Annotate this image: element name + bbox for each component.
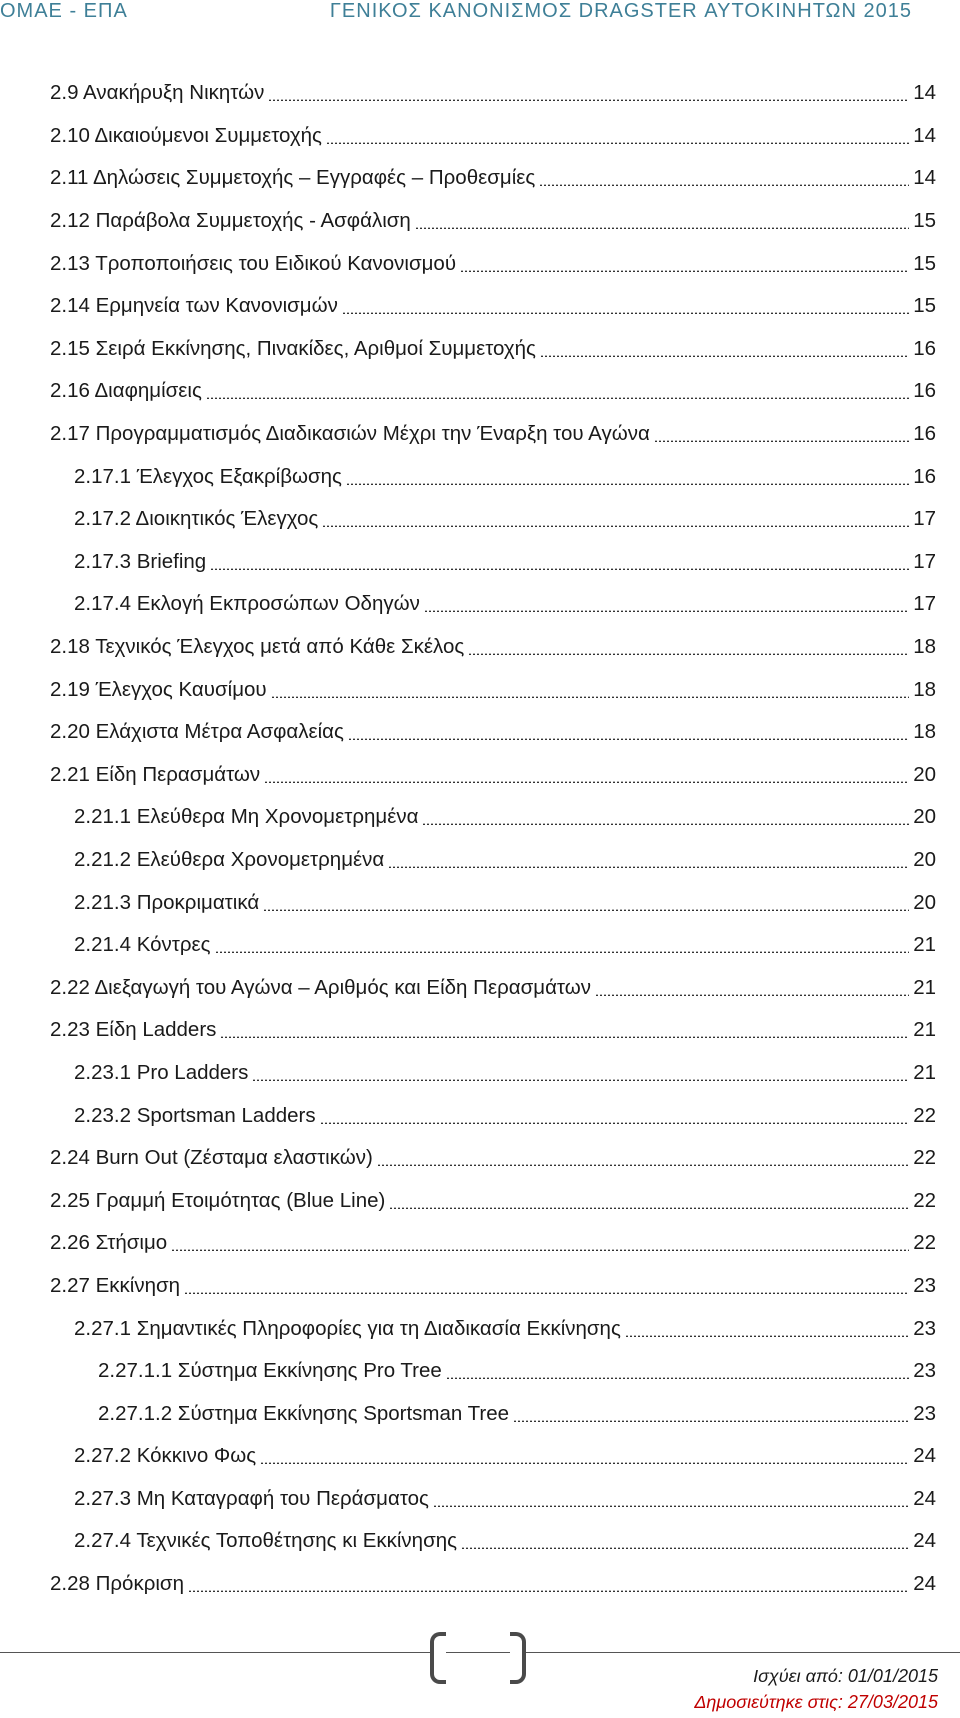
toc-entry-title[interactable]: 2.20 Ελάχιστα Μέτρα Ασφαλείας [50,720,344,744]
toc-entry[interactable] [50,1392,936,1435]
toc-entry[interactable] [50,1265,936,1308]
toc-entry-page-number[interactable]: 16 [913,379,936,403]
toc-entry[interactable] [50,455,936,498]
dot-leader [539,184,909,186]
toc-entry-page-number[interactable]: 17 [913,592,936,616]
toc-entry-page-number[interactable]: 14 [913,166,936,190]
dot-leader [271,696,910,698]
dot-leader [252,1079,909,1081]
toc-entry-title[interactable]: 2.16 Διαφημίσεις [50,379,202,403]
toc-entry-title[interactable]: 2.21 Είδη Περασμάτων [50,762,261,786]
toc-entry-page-number[interactable]: 20 [913,890,936,914]
toc-entry-title[interactable]: 2.27.1.2 Σύστημα Εκκίνησης Sportsman Tree [98,1401,510,1425]
toc-entry[interactable] [50,498,936,541]
table-of-contents [50,72,936,1605]
toc-entry[interactable] [50,1520,936,1563]
toc-entry-title[interactable]: 2.13 Τροποποιήσεις του Ειδικού Κανονισμού [50,251,457,275]
toc-entry-title[interactable]: 2.21.1 Ελεύθερα Μη Χρονομετρημένα [74,805,419,829]
toc-entry[interactable] [50,72,936,115]
toc-entry[interactable] [50,583,936,626]
dot-leader [595,994,909,996]
toc-entry[interactable] [50,242,936,285]
toc-entry-page-number[interactable]: 24 [913,1572,936,1596]
toc-entry-title[interactable]: 2.21.3 Προκριματικά [74,890,260,914]
toc-entry-title[interactable]: 2.23.2 Sportsman Ladders [74,1103,316,1127]
toc-entry-title[interactable]: 2.23 Είδη Ladders [50,1018,217,1042]
toc-entry-page-number[interactable]: 17 [913,507,936,531]
toc-entry-page-number[interactable]: 21 [913,975,936,999]
toc-entry[interactable] [50,1009,936,1052]
dot-leader [215,951,910,953]
toc-entry-title[interactable]: 2.27.2 Κόκκινο Φως [74,1444,257,1468]
dot-leader [348,738,909,740]
toc-entry[interactable] [50,796,936,839]
dot-leader [184,1292,909,1294]
dot-leader [346,483,909,485]
toc-entry-title[interactable]: 2.17.4 Εκλογή Εκπροσώπων Οδηγών [74,592,420,616]
toc-entry[interactable] [50,157,936,200]
dot-leader [260,1462,909,1464]
dot-leader [264,781,909,783]
toc-entry[interactable] [50,1563,936,1606]
effective-date: Ισχύει από: 01/01/2015 [753,1666,938,1686]
toc-entry-title[interactable]: 2.11 Δηλώσεις Συμμετοχής – Εγγραφές – Προθεσμίες [50,166,536,190]
toc-entry-page-number[interactable]: 18 [913,635,936,659]
toc-entry-page-number[interactable]: 14 [913,123,936,147]
toc-entry-page-number[interactable]: 16 [913,336,936,360]
toc-entry-title[interactable]: 2.21.4 Κόντρες [74,933,211,957]
toc-entry-page-number[interactable]: 15 [913,294,936,318]
toc-entry-page-number[interactable]: 23 [913,1359,936,1383]
toc-entry[interactable] [50,626,936,669]
toc-entry-page-number[interactable]: 21 [913,933,936,957]
dot-leader [461,1547,909,1549]
toc-entry-title[interactable]: 2.9 Ανακήρυξη Νικητών [50,81,265,105]
dot-leader [268,99,909,101]
toc-entry-title[interactable]: 2.17.1 Έλεγχος Εξακρίβωσης [74,464,342,488]
dot-leader [210,568,909,570]
toc-entry[interactable] [50,1307,936,1350]
footer-divider [0,1652,960,1653]
toc-entry-title[interactable]: 2.27.1 Σημαντικές Πληροφορίες για τη Διαδικασία Εκκίνησης [74,1316,621,1340]
toc-entry[interactable] [50,115,936,158]
toc-entry-page-number[interactable]: 17 [913,549,936,573]
toc-entry-page-number[interactable]: 20 [913,805,936,829]
toc-entry-page-number[interactable]: 23 [913,1316,936,1340]
toc-entry-title[interactable]: 2.27.3 Μη Καταγραφή του Περάσματος [74,1486,429,1510]
dot-leader [625,1335,909,1337]
right-bracket-ornament [510,1632,526,1684]
dot-leader [322,525,909,527]
toc-entry-page-number[interactable]: 24 [913,1444,936,1468]
toc-entry[interactable] [50,370,936,413]
toc-entry[interactable] [50,1222,936,1265]
dot-leader [422,823,909,825]
toc-entry-page-number[interactable]: 15 [913,209,936,233]
toc-entry[interactable] [50,1435,936,1478]
dot-leader [342,312,909,314]
published-date: Δημοσιεύτηκε στις: 27/03/2015 [694,1692,938,1712]
page-header [0,0,960,30]
toc-entry-page-number[interactable]: 18 [913,677,936,701]
toc-entry-title[interactable]: 2.21.2 Ελεύθερα Χρονομετρημένα [74,847,385,871]
toc-entry-title[interactable]: 2.27.1.1 Σύστημα Εκκίνησης Pro Tree [98,1359,442,1383]
dot-leader [220,1036,909,1038]
dot-leader [320,1122,910,1124]
dot-leader [433,1505,909,1507]
toc-entry[interactable] [50,1350,936,1393]
dot-leader [171,1249,909,1251]
toc-entry-title[interactable]: 2.27.4 Τεχνικές Τοποθέτησης κι Εκκίνησης [74,1529,458,1553]
toc-entry-title[interactable]: 2.26 Στήσιμο [50,1231,168,1255]
left-bracket-ornament [430,1632,446,1684]
toc-entry[interactable] [50,328,936,371]
toc-entry-title[interactable]: 2.19 Έλεγχος Καυσίμου [50,677,267,701]
toc-entry[interactable] [50,413,936,456]
toc-entry-page-number[interactable]: 24 [913,1529,936,1553]
toc-entry[interactable] [50,754,936,797]
dot-leader [389,1207,909,1209]
toc-entry-page-number[interactable]: 22 [913,1103,936,1127]
toc-entry-title[interactable]: 2.18 Τεχνικός Έλεγχος μετά από Κάθε Σκέλος [50,635,465,659]
header-document-title: ΓΕΝΙΚΟΣ ΚΑΝΟΝΙΣΜΟΣ DRAGSTER ΑΥΤΟΚΙΝΗΤΩΝ 2015 [329,0,912,22]
toc-entry-title[interactable]: 2.27 Εκκίνηση [50,1273,181,1297]
dot-leader [424,610,909,612]
dot-leader [513,1420,909,1422]
toc-entry-page-number[interactable]: 16 [913,422,936,446]
dot-leader [654,440,909,442]
toc-entry[interactable] [50,966,936,1009]
toc-entry-page-number[interactable]: 18 [913,720,936,744]
toc-entry-title[interactable]: 2.17.2 Διοικητικός Έλεγχος [74,507,319,531]
toc-entry-page-number[interactable]: 16 [913,464,936,488]
dot-leader [263,909,909,911]
dot-leader [460,270,909,272]
dot-leader [188,1590,909,1592]
toc-entry[interactable] [50,924,936,967]
dot-leader [326,142,909,144]
toc-entry-title[interactable]: 2.24 Burn Out (Ζέσταμα ελαστικών) [50,1146,373,1170]
toc-entry-title[interactable]: 2.12 Παράβολα Συμμετοχής - Ασφάλιση [50,209,411,233]
toc-entry[interactable] [50,668,936,711]
toc-entry-page-number[interactable]: 14 [913,81,936,105]
dot-leader [468,653,909,655]
toc-entry-page-number[interactable]: 20 [913,762,936,786]
header-organization: ΟΜΑΕ - ΕΠΑ [0,0,128,22]
toc-entry-page-number[interactable]: 21 [913,1060,936,1084]
dot-leader [206,397,909,399]
toc-entry[interactable] [50,711,936,754]
toc-entry[interactable] [50,1137,936,1180]
toc-entry[interactable] [50,1052,936,1095]
toc-entry-page-number[interactable]: 22 [913,1146,936,1170]
toc-entry[interactable] [50,1478,936,1521]
toc-entry-page-number[interactable]: 21 [913,1018,936,1042]
dot-leader [388,866,909,868]
toc-entry-page-number[interactable]: 15 [913,251,936,275]
dot-leader [415,227,909,229]
toc-entry[interactable] [50,541,936,584]
toc-entry[interactable] [50,1179,936,1222]
toc-entry[interactable] [50,200,936,243]
dot-leader [540,355,909,357]
toc-entry-title[interactable]: 2.10 Δικαιούμενοι Συμμετοχής [50,123,322,147]
toc-entry[interactable] [50,285,936,328]
toc-entry-page-number[interactable]: 22 [913,1231,936,1255]
toc-entry-title[interactable]: 2.28 Πρόκριση [50,1572,184,1596]
toc-entry-title[interactable]: 2.22 Διεξαγωγή του Αγώνα – Αριθμός και Είδη Περασμάτων [50,975,591,999]
toc-entry[interactable] [50,881,936,924]
toc-entry-page-number[interactable]: 23 [913,1401,936,1425]
toc-entry-page-number[interactable]: 20 [913,847,936,871]
toc-entry[interactable] [50,839,936,882]
toc-entry-title[interactable]: 2.14 Ερμηνεία των Κανονισμών [50,294,338,318]
toc-entry-title[interactable]: 2.15 Σειρά Εκκίνησης, Πινακίδες, Αριθμοί Συμμετοχής [50,336,536,360]
dot-leader [446,1377,909,1379]
toc-entry-page-number[interactable]: 23 [913,1273,936,1297]
toc-entry-title[interactable]: 2.17 Προγραμματισμός Διαδικασιών Μέχρι την Έναρξη του Αγώνα [50,422,650,446]
toc-entry[interactable] [50,1094,936,1137]
toc-entry-title[interactable]: 2.17.3 Briefing [74,549,207,573]
dot-leader [377,1164,909,1166]
toc-entry-title[interactable]: 2.25 Γραμμή Ετοιμότητας (Blue Line) [50,1188,386,1212]
toc-entry-page-number[interactable]: 24 [913,1486,936,1510]
toc-entry-page-number[interactable]: 22 [913,1188,936,1212]
toc-entry-title[interactable]: 2.23.1 Pro Ladders [74,1060,249,1084]
